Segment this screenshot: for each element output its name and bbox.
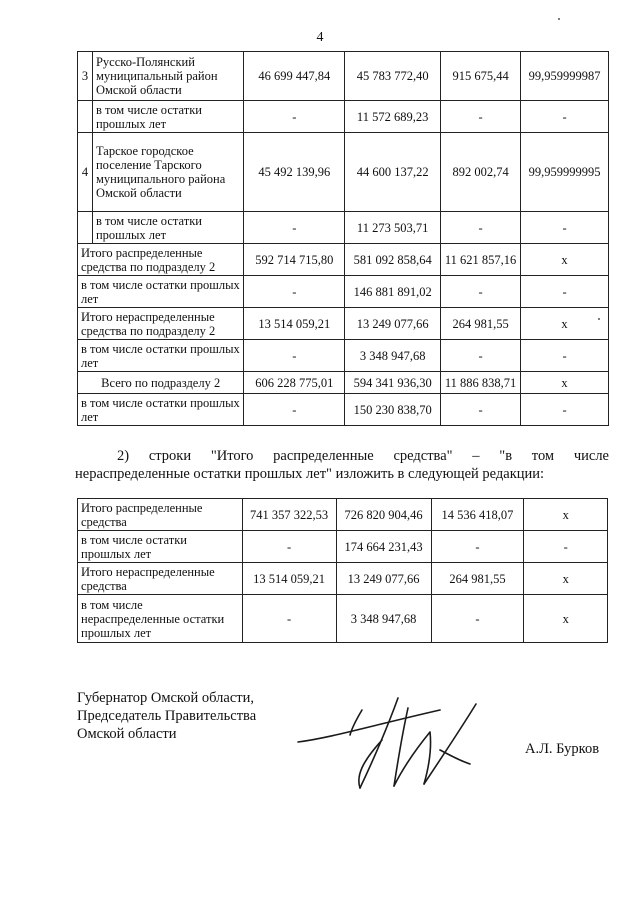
- cell-value: 741 357 322,53: [242, 499, 336, 531]
- cell-value: 174 664 231,43: [336, 531, 431, 563]
- table-row: [78, 563, 608, 595]
- cell-value: 45 783 772,40: [345, 52, 441, 101]
- cell-value: x: [524, 499, 608, 531]
- row-label: в том числе остатки прошлых лет: [78, 531, 243, 563]
- cell-value: -: [441, 276, 521, 308]
- cell-value: -: [521, 101, 609, 133]
- cell-value: 11 273 503,71: [345, 212, 441, 244]
- handwritten-signature: [290, 680, 490, 795]
- row-index: [78, 101, 93, 133]
- amendment-paragraph: [75, 447, 609, 483]
- cell-value: -: [431, 595, 524, 643]
- cell-value: -: [524, 531, 608, 563]
- row-index: [78, 212, 93, 244]
- table-row: [78, 595, 608, 643]
- row-index: 3: [78, 52, 93, 101]
- paragraph-line: 2) строки "Итого распределенные средства" – "в том числе: [117, 448, 609, 464]
- cell-value: 146 881 891,02: [345, 276, 441, 308]
- cell-value: 13 249 077,66: [345, 308, 441, 340]
- cell-value: 3 348 947,68: [336, 595, 431, 643]
- cell-value: -: [244, 101, 345, 133]
- row-label: Итого нераспределенные средства: [78, 563, 243, 595]
- cell-value: 13 514 059,21: [244, 308, 345, 340]
- row-label: Русско-Полянский муниципальный район Омской области: [92, 52, 243, 101]
- table-row: [78, 276, 609, 308]
- row-label: Тарское городское поселение Тарского муниципального района Омской области: [92, 133, 243, 212]
- signatory-title-line: Омской области: [77, 726, 177, 742]
- row-label: в том числе остатки прошлых лет: [92, 212, 243, 244]
- cell-value: -: [521, 394, 609, 426]
- cell-value: 726 820 904,46: [336, 499, 431, 531]
- cell-value: 13 249 077,66: [336, 563, 431, 595]
- cell-value: 150 230 838,70: [345, 394, 441, 426]
- totals-table: [77, 498, 608, 643]
- table-row: [78, 101, 609, 133]
- signatory-title: [77, 689, 256, 743]
- row-label: в том числе остатки прошлых лет: [92, 101, 243, 133]
- cell-value: x: [524, 563, 608, 595]
- cell-value: 45 492 139,96: [244, 133, 345, 212]
- row-label: в том числе остатки прошлых лет: [78, 340, 244, 372]
- row-index: 4: [78, 133, 93, 212]
- cell-value: 11 572 689,23: [345, 101, 441, 133]
- row-label: Итого распределенные средства по подразделу 2: [78, 244, 244, 276]
- cell-value: 592 714 715,80: [244, 244, 345, 276]
- cell-value: x: [524, 595, 608, 643]
- cell-value: -: [244, 394, 345, 426]
- cell-value: -: [244, 212, 345, 244]
- cell-value: -: [431, 531, 524, 563]
- cell-value: -: [441, 340, 521, 372]
- cell-value: -: [441, 394, 521, 426]
- table-row: [78, 372, 609, 394]
- cell-value: -: [244, 340, 345, 372]
- cell-value: x: [521, 372, 609, 394]
- scan-speck: [558, 18, 560, 20]
- paragraph-line: нераспределенные остатки прошлых лет" изложить в следующей редакции:: [75, 466, 545, 482]
- cell-value: 44 600 137,22: [345, 133, 441, 212]
- cell-value: -: [242, 531, 336, 563]
- scan-speck: [598, 318, 600, 320]
- cell-value: 99,959999987: [521, 52, 609, 101]
- row-label: Итого распределенные средства: [78, 499, 243, 531]
- cell-value: x: [521, 308, 609, 340]
- cell-value: 915 675,44: [441, 52, 521, 101]
- signatory-title-line: Председатель Правительства: [77, 708, 257, 724]
- cell-value: -: [441, 212, 521, 244]
- page-number: 4: [316, 30, 324, 45]
- cell-value: 13 514 059,21: [242, 563, 336, 595]
- cell-value: 264 981,55: [431, 563, 524, 595]
- row-label: в том числе остатки прошлых лет: [78, 394, 244, 426]
- row-label: Итого нераспределенные средства по подразделу 2: [78, 308, 244, 340]
- table-row: [78, 531, 608, 563]
- cell-value: 606 228 775,01: [244, 372, 345, 394]
- cell-value: 581 092 858,64: [345, 244, 441, 276]
- row-label: в том числе остатки прошлых лет: [78, 276, 244, 308]
- cell-value: 11 621 857,16: [441, 244, 521, 276]
- cell-value: 264 981,55: [441, 308, 521, 340]
- cell-value: -: [441, 101, 521, 133]
- signatory-title-line: Губернатор Омской области,: [77, 690, 254, 706]
- cell-value: 14 536 418,07: [431, 499, 524, 531]
- cell-value: 3 348 947,68: [345, 340, 441, 372]
- subsection-2-table: [77, 51, 609, 426]
- row-label: в том числе нераспределенные остатки прошлых лет: [78, 595, 243, 643]
- table-row: [78, 212, 609, 244]
- cell-value: -: [521, 276, 609, 308]
- cell-value: 594 341 936,30: [345, 372, 441, 394]
- row-label: Всего по подразделу 2: [78, 372, 244, 394]
- table-row: [78, 133, 609, 212]
- signatory-name: А.Л. Бурков: [525, 741, 600, 757]
- cell-value: -: [244, 276, 345, 308]
- cell-value: 11 886 838,71: [441, 372, 521, 394]
- table-row: [78, 394, 609, 426]
- cell-value: 99,959999995: [521, 133, 609, 212]
- table-row: [78, 499, 608, 531]
- cell-value: 892 002,74: [441, 133, 521, 212]
- cell-value: -: [521, 340, 609, 372]
- table-row: [78, 52, 609, 101]
- table-row: [78, 244, 609, 276]
- cell-value: -: [521, 212, 609, 244]
- table-row: [78, 308, 609, 340]
- cell-value: x: [521, 244, 609, 276]
- table-row: [78, 340, 609, 372]
- cell-value: -: [242, 595, 336, 643]
- cell-value: 46 699 447,84: [244, 52, 345, 101]
